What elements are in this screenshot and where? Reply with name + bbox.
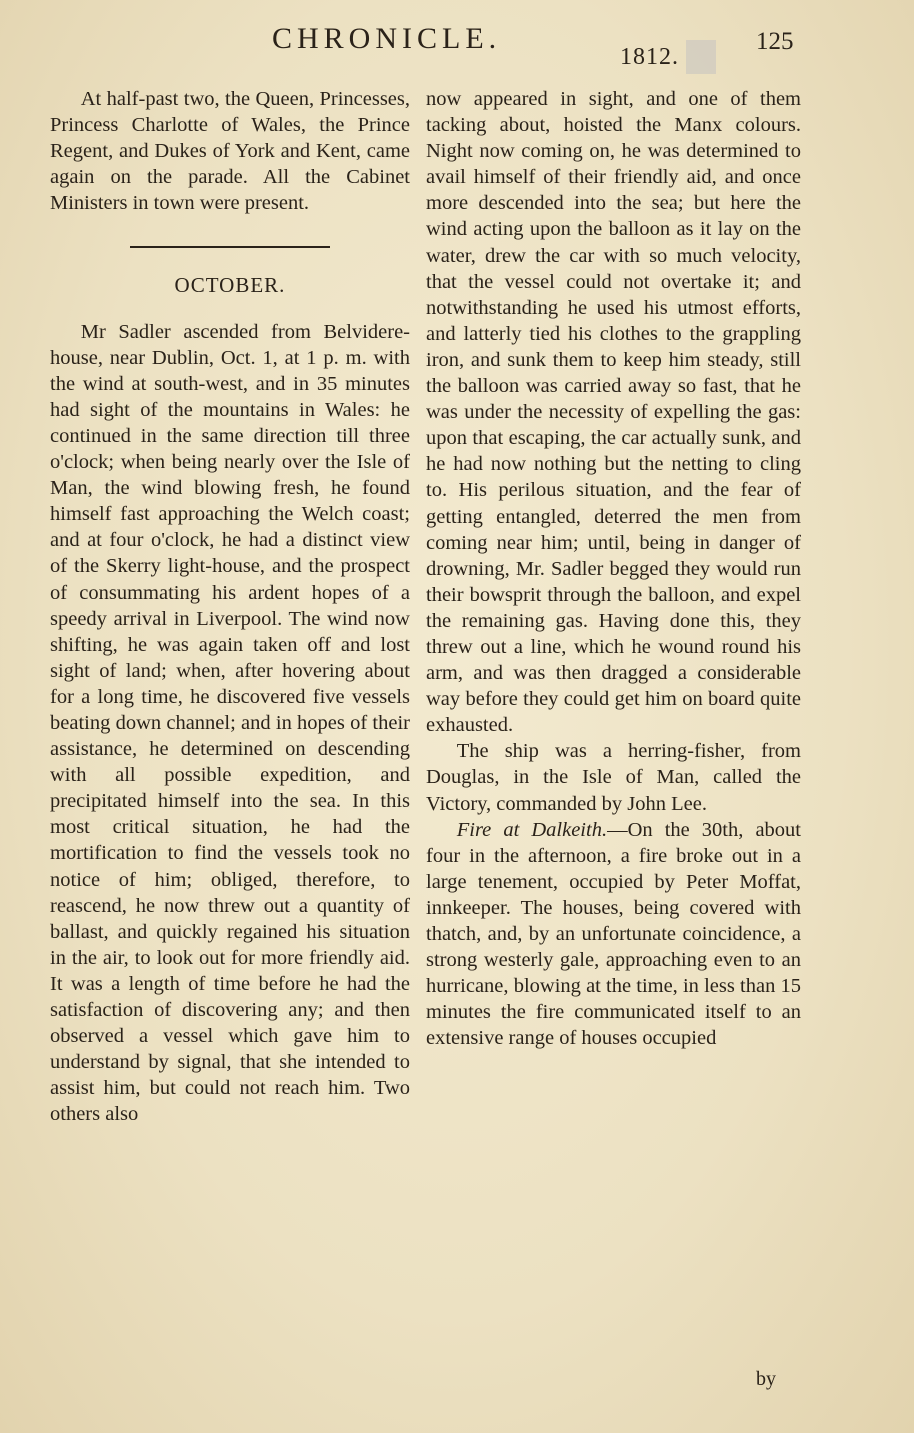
- running-head-year: 1812.: [620, 44, 679, 70]
- section-divider: [130, 246, 330, 248]
- left-column: [50, 86, 410, 1127]
- fire-text: —On the 30th, about four in the afternoon, a fire broke out in a large tenement, occupied by Peter Moffat, innkeeper. The houses, being covered with thatch, and, by an unfortunate coincidence, a strong westerly gale, approaching even to an hurricane, blowing at the time, in less than 15 minutes the fire communicated itself to an extensive range of houses occupied: [426, 818, 801, 1050]
- running-head-title: CHRONICLE.: [272, 22, 502, 55]
- year-label-patch: [686, 40, 716, 74]
- continued-paragraph: now appeared in sight, and one of them tacking about, hoisted the Manx colours. Night now coming on, he was determined to avail himself of their friendly aid, and once more descended into the sea; but here the wind acting upon the balloon as it lay on the water, drew the car with so much velocity, that the vessel could not overtake it; and notwithstanding he used his utmost efforts, and latterly tied his clothes to the grappling iron, and sunk them to keep him steady, still the balloon was carried away so fast, that he was under the necessity of expelling the gas: upon that escaping, the car actually sunk, and he had now nothing but the netting to cling to. His perilous situation, and the fear of getting entangled, deterred the men from coming near him; until, being in danger of drowning, Mr. Sadler begged they would run their bowsprit through the balloon, and expel the remaining gas. Having done this, they threw out a line, which he wound round his arm, and was then dragged a considerable way before they could get him on board quite exhausted.: [426, 88, 801, 737]
- fire-lead: Fire at Dalkeith.: [456, 818, 608, 841]
- ship-paragraph: The ship was a herring-fisher, from Douglas, in the Isle of Man, called the Victory, commanded by John Lee.: [426, 740, 801, 815]
- catchword: by: [756, 1368, 776, 1390]
- fire-paragraph: [426, 817, 801, 1052]
- sadler-paragraph: Mr Sadler ascended from Belvidere-house, near Dublin, Oct. 1, at 1 p. m. with the wind at south-west, and in 35 minutes had sight of the mountains in Wales: he continued in the same direction till three o'clock; when being nearly over the Isle of Man, the wind blowing fresh, he found himself fast approaching the Welch coast; and at four o'clock, he had a distinct view of the Skerry light-house, and the prospect of consummating his ardent hopes of a speedy arrival in Liverpool. The wind now shifting, he was again taken off and lost sight of land; when, after hovering about for a long time, he discovered five vessels beating down channel; and in hopes of their assistance, he determined on descending with all possible expedition, and precipitated himself into the sea. In this most critical situation, he had the mortification to find the vessels took no notice of him; obliged, therefore, to reascend, he now threw out a quantity of ballast, and quickly regained his situation in the air, to look out for more friendly aid. It was a length of time before he had the satisfaction of discovering any; and then observed a vessel which gave him to understand by signal, that she intended to assist him, but could not reach him. Two others also: [50, 320, 410, 1126]
- section-heading: OCTOBER.: [174, 273, 286, 298]
- intro-paragraph: At half-past two, the Queen, Princesses, Princess Charlotte of Wales, the Prince Regent, and Dukes of York and Kent, came again on the parade. All the Cabinet Ministers in town were present.: [50, 88, 410, 215]
- page-number: 125: [756, 28, 794, 55]
- right-column: [426, 86, 801, 1051]
